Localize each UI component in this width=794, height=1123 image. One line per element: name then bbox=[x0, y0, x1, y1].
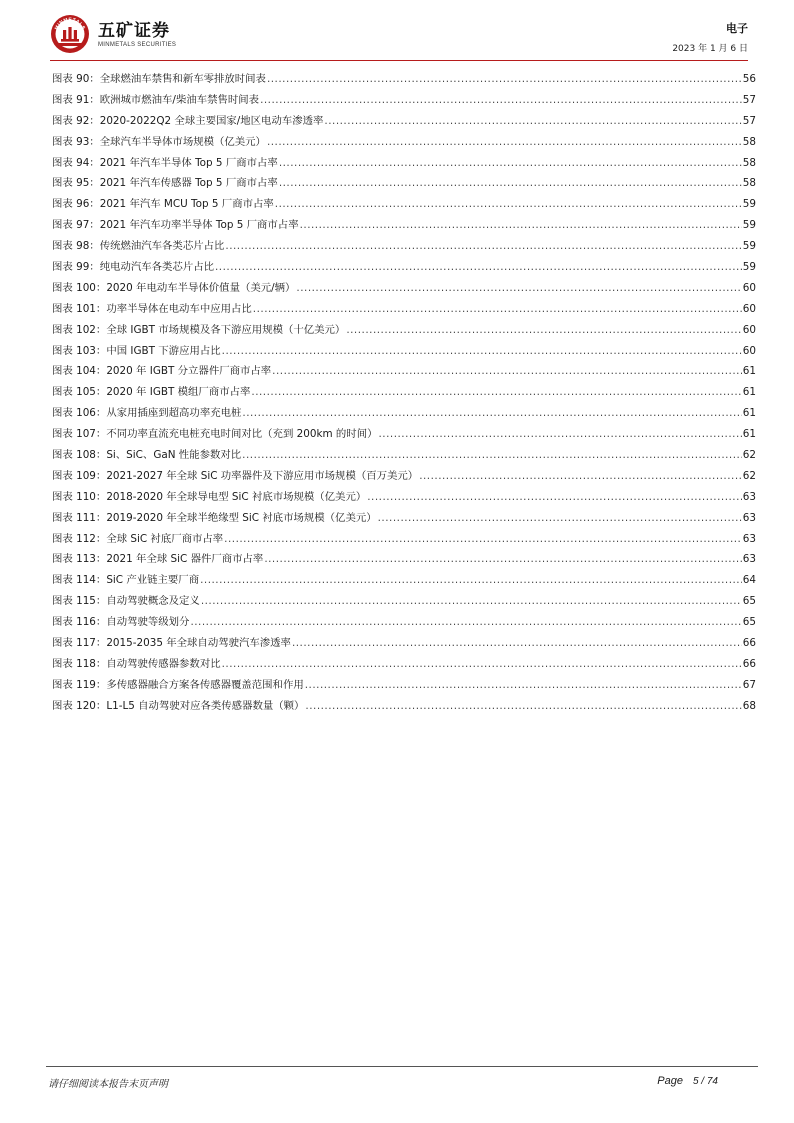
toc-item[interactable] bbox=[52, 570, 756, 591]
toc-item-page: 61 bbox=[742, 407, 756, 420]
svg-text:MINMETALS: MINMETALS bbox=[53, 16, 87, 32]
toc-item-title: 2020 年 IGBT 分立器件厂商市占率 bbox=[106, 365, 272, 378]
toc-leader-dots bbox=[215, 257, 742, 278]
toc-leader-dots bbox=[222, 654, 742, 675]
toc-leader-dots bbox=[272, 361, 742, 382]
page-count: 5 / 74 bbox=[692, 1076, 718, 1087]
toc-item[interactable] bbox=[52, 278, 756, 299]
toc-item-label: 图表 119： bbox=[52, 678, 107, 691]
toc-item-page: 61 bbox=[742, 428, 756, 441]
toc-leader-dots bbox=[292, 633, 742, 654]
toc-item-label: 图表 111： bbox=[52, 511, 107, 524]
footer-disclaimer: 请仔细阅读本报告末页声明 bbox=[48, 1079, 168, 1090]
toc-item-label: 图表 118： bbox=[52, 657, 107, 670]
toc-item-label: 图表 115： bbox=[52, 595, 107, 608]
toc-item-page: 59 bbox=[742, 261, 756, 274]
brand-name-en: MINMETALS SECURITIES bbox=[98, 42, 177, 48]
toc-item-label: 图表 93： bbox=[52, 135, 100, 148]
toc-leader-dots bbox=[224, 529, 742, 550]
brand bbox=[98, 21, 176, 48]
toc-item[interactable] bbox=[52, 382, 756, 403]
toc-item[interactable] bbox=[52, 90, 756, 111]
toc-leader-dots bbox=[225, 236, 741, 257]
toc-item-page: 63 bbox=[742, 532, 756, 545]
toc-item-label: 图表 109： bbox=[52, 469, 107, 482]
toc-item-title: 2021 年全球 SiC 器件厂商市占率 bbox=[106, 553, 264, 566]
toc-item-label: 图表 91： bbox=[52, 93, 100, 106]
toc-item-label: 图表 106： bbox=[52, 407, 107, 420]
page-header bbox=[0, 0, 794, 60]
toc-item-page: 66 bbox=[742, 637, 756, 650]
toc-leader-dots bbox=[267, 132, 742, 153]
toc-item-label: 图表 98： bbox=[52, 240, 100, 253]
toc-item-title: 自动驾驶传感器参数对比 bbox=[106, 657, 221, 670]
toc-item-title: 中国 IGBT 下游应用占比 bbox=[106, 344, 221, 357]
toc-leader-dots bbox=[367, 487, 742, 508]
toc-leader-dots bbox=[275, 194, 742, 215]
toc-item-label: 图表 114： bbox=[52, 574, 107, 587]
toc-item-title: 自动驾驶等级划分 bbox=[106, 616, 190, 629]
toc-item-label: 图表 101： bbox=[52, 302, 107, 315]
toc-item-label: 图表 110： bbox=[52, 490, 107, 503]
toc-leader-dots bbox=[305, 696, 741, 717]
toc-item-page: 59 bbox=[742, 240, 756, 253]
toc-item-label: 图表 99： bbox=[52, 261, 100, 274]
toc-item-title: 多传感器融合方案各传感器覆盖范围和作用 bbox=[106, 678, 304, 691]
toc-item-page: 61 bbox=[742, 365, 756, 378]
toc-item[interactable] bbox=[52, 487, 756, 508]
toc-item[interactable] bbox=[52, 173, 756, 194]
toc-item-page: 63 bbox=[742, 511, 756, 524]
toc-item[interactable] bbox=[52, 675, 756, 696]
toc-item-page: 65 bbox=[742, 595, 756, 608]
toc-item-page: 65 bbox=[742, 616, 756, 629]
toc-item-page: 63 bbox=[742, 490, 756, 503]
toc-leader-dots bbox=[264, 549, 741, 570]
header-divider bbox=[50, 60, 748, 61]
toc-item-label: 图表 105： bbox=[52, 386, 107, 399]
toc-item-label: 图表 117： bbox=[52, 637, 107, 650]
toc-item-title: SiC 产业链主要厂商 bbox=[106, 574, 200, 587]
toc-item-label: 图表 113： bbox=[52, 553, 107, 566]
toc-item-label: 图表 108： bbox=[52, 449, 107, 462]
toc-item-label: 图表 102： bbox=[52, 323, 107, 336]
toc-item[interactable] bbox=[52, 236, 756, 257]
toc-leader-dots bbox=[242, 403, 741, 424]
toc-item-label: 图表 90： bbox=[52, 73, 100, 85]
toc-item-page: 66 bbox=[742, 657, 756, 670]
toc-item[interactable] bbox=[52, 215, 756, 236]
toc-item-page: 63 bbox=[742, 553, 756, 566]
toc-item[interactable] bbox=[52, 153, 756, 174]
minmetals-logo-icon bbox=[50, 14, 90, 54]
figure-list bbox=[52, 69, 756, 717]
toc-item-title: 全球 IGBT 市场规模及各下游应用规模（十亿美元） bbox=[106, 323, 346, 336]
toc-item-title: 从家用插座到超高功率充电桩 bbox=[106, 407, 242, 420]
toc-leader-dots bbox=[378, 508, 742, 529]
toc-item[interactable] bbox=[52, 466, 756, 487]
toc-item-title: 2021-2027 年全球 SiC 功率器件及下游应用市场规模（百万美元） bbox=[106, 469, 419, 482]
toc-item-page: 67 bbox=[742, 678, 756, 691]
toc-item[interactable] bbox=[52, 633, 756, 654]
toc-item[interactable] bbox=[52, 320, 756, 341]
toc-item-title: 自动驾驶概念及定义 bbox=[106, 595, 200, 608]
toc-item-title: 欧洲城市燃油车/柴油车禁售时间表 bbox=[99, 93, 260, 106]
toc-item[interactable] bbox=[52, 508, 756, 529]
toc-item-label: 图表 95： bbox=[52, 177, 100, 190]
toc-leader-dots bbox=[346, 320, 741, 341]
toc-item-page: 58 bbox=[742, 156, 756, 169]
toc-item-page: 60 bbox=[742, 281, 756, 294]
toc-leader-dots bbox=[251, 382, 741, 403]
toc-item[interactable] bbox=[52, 654, 756, 675]
toc-item-title: 2020 年 IGBT 模组厂商市占率 bbox=[106, 386, 251, 399]
toc-item-page: 60 bbox=[742, 302, 756, 315]
toc-leader-dots bbox=[279, 173, 742, 194]
toc-item-page: 57 bbox=[742, 93, 756, 106]
toc-item-page: 59 bbox=[742, 219, 756, 232]
page-word: Page bbox=[657, 1075, 683, 1087]
toc-item-page: 60 bbox=[742, 323, 756, 336]
toc-item-title: 传统燃油汽车各类芯片占比 bbox=[99, 240, 225, 253]
toc-leader-dots bbox=[260, 90, 742, 111]
toc-item-page: 58 bbox=[742, 177, 756, 190]
toc-item-page: 64 bbox=[742, 574, 756, 587]
toc-item-page: 61 bbox=[742, 386, 756, 399]
toc-item-title: 全球 SiC 衬底厂商市占率 bbox=[106, 532, 224, 545]
toc-item[interactable] bbox=[52, 403, 756, 424]
toc-item[interactable] bbox=[52, 341, 756, 362]
toc-item-title: L1-L5 自动驾驶对应各类传感器数量（颗） bbox=[106, 699, 305, 712]
toc-leader-dots bbox=[190, 612, 741, 633]
toc-item-page: 58 bbox=[742, 135, 756, 148]
toc-item-title: 不同功率直流充电桩充电时间对比（充到 200km 的时间） bbox=[106, 428, 378, 441]
toc-item-page: 62 bbox=[742, 469, 756, 482]
toc-leader-dots bbox=[378, 424, 741, 445]
toc-item-label: 图表 100： bbox=[52, 281, 107, 294]
toc-item[interactable] bbox=[52, 549, 756, 570]
toc-item-page: 62 bbox=[742, 449, 756, 462]
toc-item-title: 功率半导体在电动车中应用占比 bbox=[106, 302, 252, 315]
brand-name-cn: 五矿证券 bbox=[98, 21, 170, 41]
toc-leader-dots bbox=[200, 570, 742, 591]
toc-item-title: 2021 年汽车功率半导体 Top 5 厂商市占率 bbox=[99, 219, 299, 232]
toc-item[interactable] bbox=[52, 591, 756, 612]
toc-item-label: 图表 92： bbox=[52, 114, 100, 127]
toc-item[interactable] bbox=[52, 696, 756, 717]
toc-leader-dots bbox=[324, 111, 741, 132]
toc-item-title: 2018-2020 年全球导电型 SiC 衬底市场规模（亿美元） bbox=[106, 490, 367, 503]
toc-item[interactable] bbox=[52, 111, 756, 132]
toc-item-title: 全球燃油车禁售和新车零排放时间表 bbox=[99, 73, 266, 85]
toc-item-label: 图表 120： bbox=[52, 699, 107, 712]
toc-item-title: 2015-2035 年全球自动驾驶汽车渗透率 bbox=[106, 637, 291, 650]
toc-item-label: 图表 104： bbox=[52, 365, 107, 378]
toc-item[interactable] bbox=[52, 257, 756, 278]
toc-item-page: 56 bbox=[742, 73, 756, 85]
toc-item-title: 2020 年电动车半导体价值量（美元/辆） bbox=[106, 281, 296, 294]
toc-item[interactable] bbox=[52, 529, 756, 550]
toc-item-page: 57 bbox=[742, 114, 756, 127]
toc-item-title: 2021 年汽车半导体 Top 5 厂商市占率 bbox=[99, 156, 278, 169]
toc-item-title: 2021 年汽车传感器 Top 5 厂商市占率 bbox=[99, 177, 278, 190]
toc-item-label: 图表 112： bbox=[52, 532, 107, 545]
toc-item-title: 纯电动汽车各类芯片占比 bbox=[99, 261, 214, 274]
toc-item-title: Si、SiC、GaN 性能参数对比 bbox=[106, 449, 242, 462]
toc-item-label: 图表 94： bbox=[52, 156, 100, 169]
toc-item[interactable] bbox=[52, 194, 756, 215]
toc-item-title: 全球汽车半导体市场规模（亿美元） bbox=[99, 135, 266, 148]
toc-leader-dots bbox=[279, 153, 742, 174]
toc-item-label: 图表 107： bbox=[52, 428, 107, 441]
toc-leader-dots bbox=[300, 215, 742, 236]
toc-leader-dots bbox=[267, 69, 742, 90]
toc-leader-dots bbox=[296, 278, 741, 299]
toc-item-page: 59 bbox=[742, 198, 756, 211]
toc-item[interactable] bbox=[52, 132, 756, 153]
toc-item[interactable] bbox=[52, 445, 756, 466]
toc-item[interactable] bbox=[52, 69, 756, 90]
report-date: 2023 年 1 月 6 日 bbox=[672, 44, 748, 54]
toc-item[interactable] bbox=[52, 424, 756, 445]
toc-item-page: 60 bbox=[742, 344, 756, 357]
toc-item[interactable] bbox=[52, 612, 756, 633]
toc-item-title: 2020-2022Q2 全球主要国家/地区电动车渗透率 bbox=[99, 114, 324, 127]
report-category: 电子 bbox=[726, 22, 748, 35]
toc-item-label: 图表 96： bbox=[52, 198, 100, 211]
toc-item-label: 图表 103： bbox=[52, 344, 107, 357]
toc-leader-dots bbox=[253, 299, 742, 320]
page-number bbox=[657, 1075, 718, 1087]
toc-item-page: 68 bbox=[742, 699, 756, 712]
toc-leader-dots bbox=[242, 445, 742, 466]
toc-item-title: 2019-2020 年全球半绝缘型 SiC 衬底市场规模（亿美元） bbox=[106, 511, 377, 524]
toc-leader-dots bbox=[419, 466, 742, 487]
toc-item[interactable] bbox=[52, 299, 756, 320]
toc-item[interactable] bbox=[52, 361, 756, 382]
toc-item-label: 图表 116： bbox=[52, 616, 107, 629]
toc-item-label: 图表 97： bbox=[52, 219, 100, 232]
footer-divider bbox=[46, 1066, 758, 1067]
toc-item-title: 2021 年汽车 MCU Top 5 厂商市占率 bbox=[99, 198, 274, 211]
toc-leader-dots bbox=[222, 341, 742, 362]
toc-leader-dots bbox=[201, 591, 742, 612]
toc-leader-dots bbox=[305, 675, 742, 696]
